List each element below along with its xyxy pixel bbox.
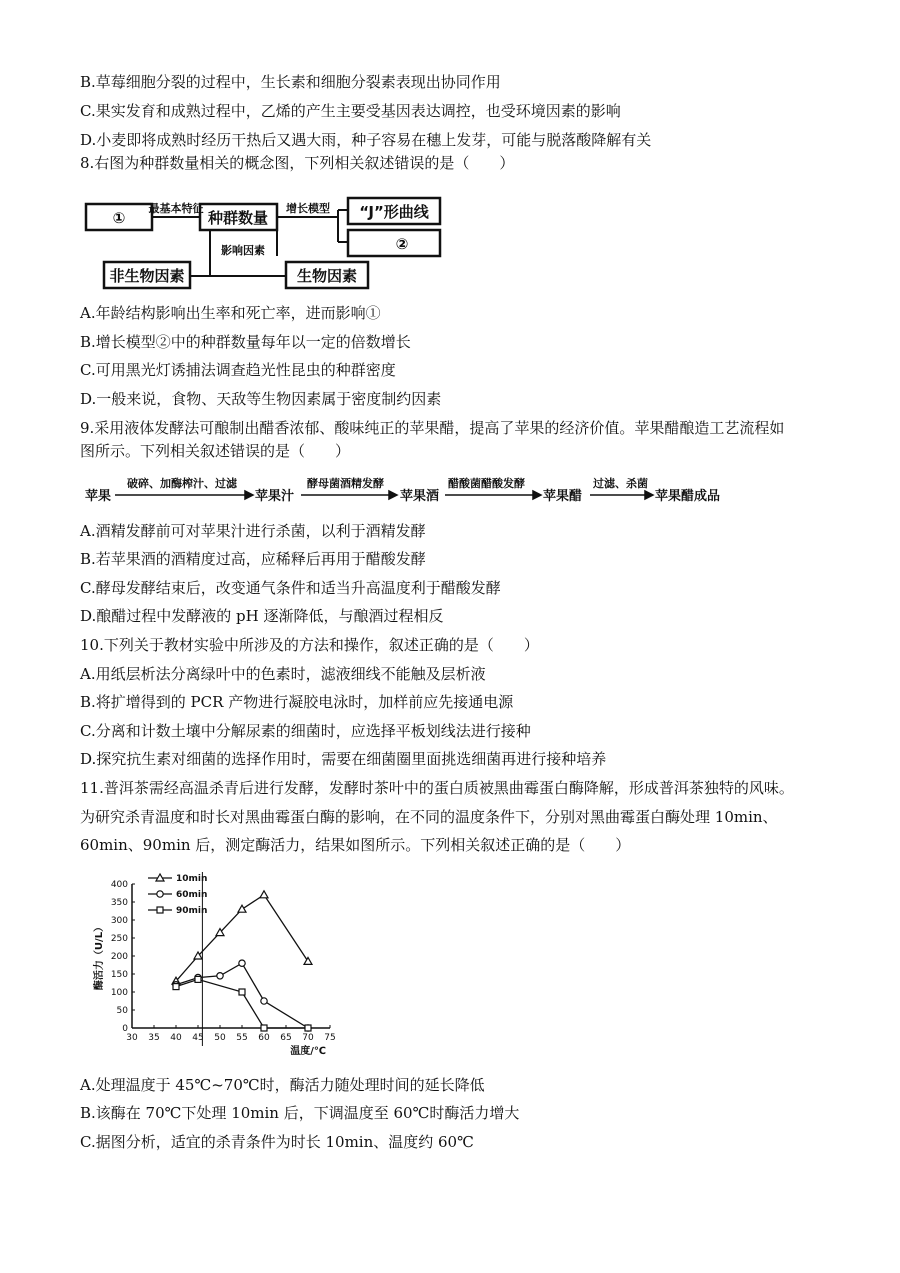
point-90min	[195, 976, 201, 982]
q8-stem: 8.右图为种群数量相关的概念图，下列相关叙述错误的是（ ）	[80, 154, 515, 172]
edge-label-growth-model: 增长模型	[286, 202, 330, 215]
q8-option-d: D.一般来说，食物、天敌等生物因素属于密度制约因素	[80, 390, 442, 408]
q11-stem-line3: 60min、90min 后，测定酶活力，结果如图所示。下列相关叙述正确的是（ ）	[80, 836, 631, 854]
flow-step-3: 醋酸菌醋酸发酵	[448, 477, 525, 490]
concept-box-population-label: 种群数量	[207, 209, 269, 227]
legend-label-90min: 90min	[176, 906, 208, 916]
edge-label-influence: 影响因素	[221, 244, 265, 257]
q8-option-a: A.年龄结构影响出生率和死亡率，进而影响①	[80, 304, 381, 322]
point-90min	[239, 989, 245, 995]
q9-option-b: B.若苹果酒的酒精度过高，应稀释后再用于醋酸发酵	[80, 550, 426, 568]
process-flow-diagram	[85, 472, 785, 512]
x-tick-label: 70	[302, 1033, 314, 1043]
concept-box-2-label: ②	[395, 235, 409, 253]
x-tick-label: 65	[280, 1033, 292, 1043]
q8-option-b: B.增长模型②中的种群数量每年以一定的倍数增长	[80, 333, 411, 351]
x-tick-label: 50	[214, 1033, 226, 1043]
legend-marker-60min	[157, 891, 163, 897]
legend-label-10min: 10min	[176, 874, 208, 884]
y-tick-label: 200	[110, 952, 128, 962]
concept-box-j-curve-label: “J”形曲线	[359, 203, 429, 221]
flow-node-wine: 苹果酒	[400, 489, 440, 504]
x-tick-label: 40	[170, 1033, 182, 1043]
concept-box-biotic-label: 生物因素	[296, 267, 358, 285]
series-line-90min	[176, 979, 308, 1028]
population-concept-diagram	[80, 190, 450, 295]
q11-option-a: A.处理温度于 45℃~70℃时，酶活力随处理时间的延长降低	[80, 1076, 485, 1094]
x-tick-label: 60	[258, 1033, 270, 1043]
q11-option-c: C.据图分析，适宜的杀青条件为时长 10min、温度约 60℃	[80, 1133, 474, 1151]
q9-option-a: A.酒精发酵前可对苹果汁进行杀菌，以利于酒精发酵	[80, 522, 426, 540]
q9-option-c: C.酵母发酵结束后，改变通气条件和适当升高温度利于醋酸发酵	[80, 579, 501, 597]
point-60min	[239, 960, 245, 966]
y-tick-label: 250	[110, 934, 128, 944]
concept-box-1-label: ①	[112, 209, 126, 227]
q9-stem-line1: 9.采用液体发酵法可酿制出醋香浓郁、酸味纯正的苹果醋，提高了苹果的经济价值。苹果醋酿造工艺流程如	[80, 419, 785, 437]
point-90min	[261, 1025, 267, 1031]
point-10min	[238, 905, 246, 912]
point-60min	[217, 973, 223, 979]
q11-stem-line2: 为研究杀青温度和时长对黑曲霉蛋白酶的影响，在不同的温度条件下，分别对黑曲霉蛋白酶处理 10min、	[80, 808, 778, 826]
x-tick-label: 30	[126, 1033, 138, 1043]
q8-option-c: C.可用黑光灯诱捕法调查趋光性昆虫的种群密度	[80, 361, 396, 379]
y-tick-label: 300	[110, 916, 128, 926]
q10-option-c: C.分离和计数土壤中分解尿素的细菌时，应选择平板划线法进行接种	[80, 722, 531, 740]
point-10min	[260, 891, 268, 898]
y-tick-label: 0	[122, 1024, 128, 1034]
point-60min	[261, 998, 267, 1004]
concept-box-nonbiotic-label: 非生物因素	[109, 267, 185, 285]
q7-option-b: B.草莓细胞分裂的过程中，生长素和细胞分裂素表现出协同作用	[80, 73, 501, 91]
x-tick-label: 55	[236, 1033, 248, 1043]
q11-option-b: B.该酶在 70℃下处理 10min 后，下调温度至 60℃时酶活力增大	[80, 1104, 520, 1122]
flow-step-1: 破碎、加酶榨汁、过滤	[127, 477, 237, 490]
x-tick-label: 75	[324, 1033, 336, 1043]
flow-node-product: 苹果醋成品	[655, 489, 721, 504]
legend-label-60min: 60min	[176, 890, 208, 900]
q7-option-d: D.小麦即将成熟时经历干热后又遇大雨，种子容易在穗上发芽，可能与脱落酸降解有关	[80, 131, 652, 149]
legend-marker-90min	[157, 907, 163, 913]
point-90min	[173, 984, 179, 990]
flow-node-vinegar: 苹果醋	[543, 489, 583, 504]
q11-stem-line1: 11.普洱茶需经高温杀青后进行发酵，发酵时茶叶中的蛋白质被黑曲霉蛋白酶降解，形成普洱茶独特的风味。	[80, 779, 794, 797]
concept-box-2	[348, 230, 440, 256]
q9-stem-line2: 图所示。下列相关叙述错误的是（ ）	[80, 442, 351, 460]
flow-step-2: 酵母菌酒精发酵	[307, 477, 384, 490]
y-tick-label: 400	[110, 880, 128, 890]
y-tick-label: 350	[110, 898, 128, 908]
y-tick-label: 100	[110, 988, 128, 998]
enzyme-activity-chart	[80, 866, 380, 1066]
point-90min	[305, 1025, 311, 1031]
flow-node-apple: 苹果	[85, 489, 112, 504]
flow-node-juice: 苹果汁	[255, 489, 295, 504]
y-tick-label: 150	[110, 970, 128, 980]
x-axis-label: 温度/℃	[290, 1046, 326, 1057]
y-tick-label: 50	[116, 1006, 128, 1016]
x-tick-label: 45	[192, 1033, 204, 1043]
edge-label-basic-feature: 最基本特征	[148, 202, 204, 215]
flow-step-4: 过滤、杀菌	[593, 477, 648, 490]
q10-option-b: B.将扩增得到的 PCR 产物进行凝胶电泳时，加样前应先接通电源	[80, 693, 514, 711]
y-axis-label: 酶活力（U/L）	[94, 921, 105, 991]
q10-option-d: D.探究抗生素对细菌的选择作用时，需要在细菌圈里面挑选细菌再进行接种培养	[80, 750, 607, 768]
x-tick-label: 35	[148, 1033, 160, 1043]
q7-option-c: C.果实发育和成熟过程中，乙烯的产生主要受基因表达调控，也受环境因素的影响	[80, 102, 621, 120]
point-10min	[304, 957, 312, 964]
q9-option-d: D.酿醋过程中发酵液的 pH 逐渐降低，与酿酒过程相反	[80, 607, 444, 625]
q10-stem: 10.下列关于教材实验中所涉及的方法和操作，叙述正确的是（ ）	[80, 636, 539, 654]
q10-option-a: A.用纸层析法分离绿叶中的色素时，滤液细线不能触及层析液	[80, 665, 486, 683]
